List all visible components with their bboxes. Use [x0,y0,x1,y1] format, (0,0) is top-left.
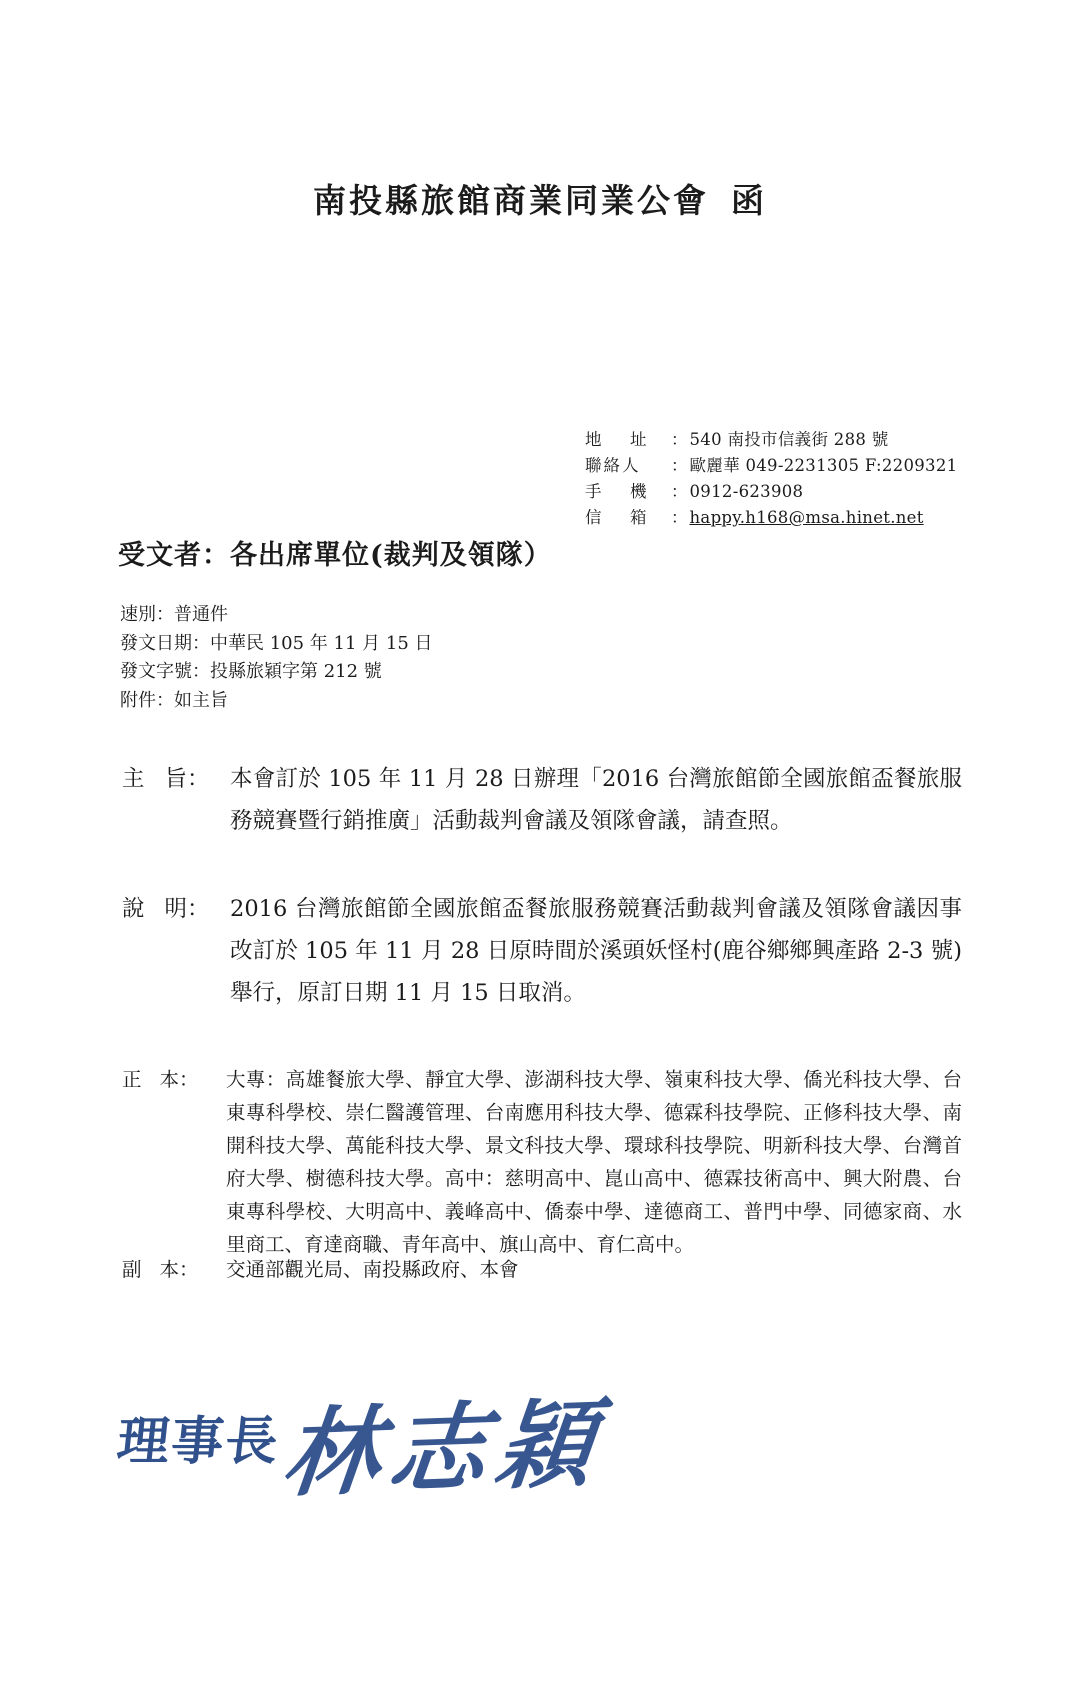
section-explanation-label: 說明： [122,896,210,922]
distribution-copy [122,1253,962,1286]
contact-value-mobile: 0912-623908 [689,482,804,501]
document-title [0,175,1080,222]
colon: ： [671,482,688,501]
signature-name: 林志穎 [277,1386,609,1511]
section-explanation-label-b: 明 [164,896,188,922]
contact-label-address: 地 址 [585,430,653,449]
document-meta [120,601,433,715]
document-page [0,175,1080,1693]
meta-date: 發文日期：中華民 105 年 11 月 15 日 [120,632,433,654]
contact-row-address [585,428,957,452]
distribution-main-text: 大專：高雄餐旅大學、靜宜大學、澎湖科技大學、嶺東科技大學、僑光科技大學、台東專科學校、崇仁醫護管理、台南應用科技大學、德霖科技學院、正修科技大學、南開科技大學、萬能科技大學、景文科技大學、環球科技學院、明新科技大學、台灣首府大學、樹德科技大學。高中：慈明高中、崑山高中、德霖技術高中、興大附農、台東專科學校、大明高中、義峰高中、僑泰中學、達德商工、普門中學、同德家商、水里商工、育達商職、青年高中、旗山高中、育仁高中。 [226,1068,962,1256]
document-type: 函 [731,181,767,220]
issuing-organization: 南投縣旅館商業同業公會 [313,181,709,220]
meta-attachment: 附件：如主旨 [120,689,228,711]
section-explanation [122,888,962,1014]
meta-speed: 速別：普通件 [120,604,228,625]
colon: ： [671,430,688,449]
contact-value-address: 540 南投市信義街 288 號 [689,430,889,449]
section-explanation-text: 2016 台灣旅館節全國旅館盃餐旅服務競賽活動裁判會議及領隊會議因事改訂於 105 年 11 月 28 日原時間於溪頭妖怪村(鹿谷鄉鄉興產路 2-3 號)舉行，原訂日期 11 月 15 日取消。 [230,896,962,1006]
contact-value-person: 歐麗華 049-2231305 F:2209321 [689,456,958,475]
signature-block [110,1363,670,1511]
contact-value-email[interactable]: happy.h168@msa.hinet.net [689,508,924,527]
recipient-line: 受文者：各出席單位(裁判及領隊） [118,540,552,571]
section-subject [122,758,962,842]
contact-row-mobile [585,480,957,504]
distribution-copy-label-a: 副 [122,1258,160,1281]
section-subject-label: 主旨： [122,766,210,792]
section-subject-label-b: 旨 [164,766,188,792]
distribution-copy-label: 副本： [122,1258,199,1281]
distribution-main-label-a: 正 [122,1068,160,1091]
section-subject-label-a: 主 [122,766,165,792]
distribution-copy-label-b: 本 [159,1258,180,1281]
distribution-main-label: 正本： [122,1068,199,1091]
meta-number: 發文字號：投縣旅穎字第 212 號 [120,661,382,682]
contact-row-person [585,454,957,478]
distribution-main-label-b: 本 [159,1068,180,1091]
signature-title: 理事長 [114,1411,283,1472]
contact-label-person: 聯絡人 [585,456,641,475]
contact-row-email [585,506,957,530]
contact-label-mobile: 手 機 [585,482,653,501]
section-subject-text: 本會訂於 105 年 11 月 28 日辦理「2016 台灣旅館節全國旅館盃餐旅服務競賽暨行銷推廣」活動裁判會議及領隊會議，請查照。 [230,766,962,834]
colon: ： [671,508,688,527]
distribution-copy-text: 交通部觀光局、南投縣政府、本會 [226,1258,519,1281]
contact-block [585,428,957,532]
distribution-main [122,1063,962,1261]
colon: ： [671,456,688,475]
contact-label-email: 信 箱 [585,508,653,527]
section-explanation-label-a: 說 [122,896,165,922]
